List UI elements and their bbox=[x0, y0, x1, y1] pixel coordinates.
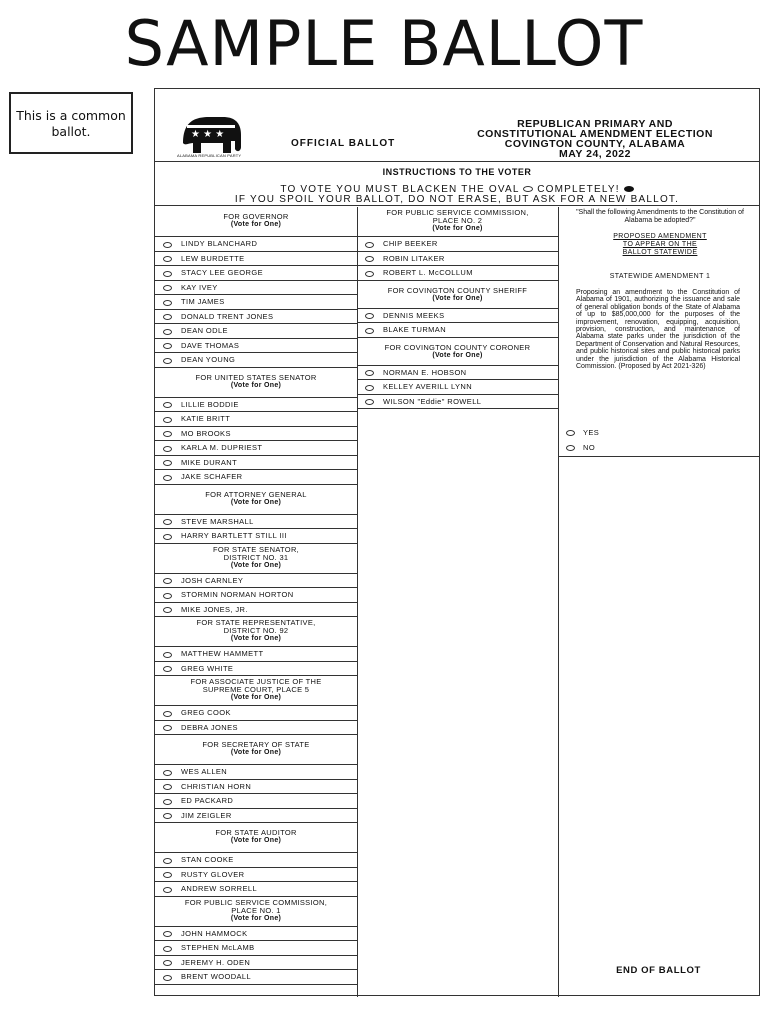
column-2 bbox=[357, 207, 559, 997]
candidate-name: GREG COOK bbox=[181, 708, 231, 717]
oval-icon[interactable] bbox=[163, 666, 172, 672]
office-heading: FOR STATE REPRESENTATIVE, DISTRICT NO. 92 (Vote for One) bbox=[155, 617, 357, 647]
oval-icon[interactable] bbox=[163, 242, 172, 248]
candidate-option[interactable] bbox=[155, 868, 357, 883]
oval-icon[interactable] bbox=[365, 385, 374, 391]
office-heading: FOR PUBLIC SERVICE COMMISSION, PLACE NO. 1 (Vote for One) bbox=[155, 897, 357, 927]
candidate-name: KATIE BRITT bbox=[181, 414, 231, 423]
oval-icon[interactable] bbox=[163, 770, 172, 776]
candidate-name: MIKE DURANT bbox=[181, 457, 238, 467]
candidate-option[interactable] bbox=[155, 574, 357, 589]
candidate-option[interactable] bbox=[155, 927, 357, 942]
candidate-name: RUSTY GLOVER bbox=[181, 869, 245, 879]
candidate-option[interactable] bbox=[155, 970, 357, 985]
candidate-option[interactable] bbox=[357, 323, 558, 338]
office-heading: FOR COVINGTON COUNTY SHERIFF (Vote for One) bbox=[357, 281, 558, 309]
candidate-name: KAY IVEY bbox=[181, 282, 218, 292]
oval-icon[interactable] bbox=[163, 402, 172, 408]
oval-icon[interactable] bbox=[365, 242, 374, 248]
candidate-option[interactable] bbox=[155, 588, 357, 603]
office-heading: FOR COVINGTON COUNTY CORONER (Vote for One) bbox=[357, 338, 558, 366]
candidate-name: WES ALLEN bbox=[181, 767, 228, 776]
oval-icon[interactable] bbox=[163, 300, 172, 306]
candidate-option[interactable] bbox=[155, 765, 357, 780]
office-heading: FOR SECRETARY OF STATE (Vote for One) bbox=[155, 735, 357, 765]
amendment-text: Proposing an amendment to the Constitution of Alabama of 1901, authorizing the issuance and sale of general obligation bonds of the State of Alabama of up to $85,000,000 for the purposes of the improvement, renovation, equipping, acquisition, provision, construction, and maintenance of Alabama state parks under the jurisdiction of the Department of Conservation and Natural Resources, and public historical sites and public historical parks under the jurisdiction of the Alabama Historical Commission. (Proposed by Act 2021-326) bbox=[576, 289, 740, 371]
amendment-title: PROPOSED AMENDMENT TO APPEAR ON THE BALLOT STATEWIDE bbox=[613, 233, 707, 256]
ballot bbox=[154, 88, 760, 996]
candidate-option[interactable] bbox=[155, 412, 357, 427]
candidate-option[interactable] bbox=[155, 529, 357, 544]
candidate-option[interactable] bbox=[155, 956, 357, 971]
candidate-option[interactable] bbox=[155, 281, 357, 296]
amendment-question: "Shall the following Amendments to the Constitution of Alabama be adopted?" bbox=[576, 209, 744, 224]
office-heading: FOR GOVERNOR (Vote for One) bbox=[155, 207, 357, 237]
end-of-ballot: END OF BALLOT bbox=[616, 965, 701, 976]
statewide-amendment-label: STATEWIDE AMENDMENT 1 bbox=[609, 273, 711, 280]
candidate-option[interactable] bbox=[155, 882, 357, 897]
candidate-option[interactable] bbox=[155, 470, 357, 485]
oval-icon[interactable] bbox=[163, 417, 172, 423]
candidate-option[interactable] bbox=[155, 310, 357, 325]
candidate-name: JEREMY H. ODEN bbox=[181, 957, 251, 967]
oval-icon[interactable] bbox=[163, 593, 172, 599]
oval-icon[interactable] bbox=[163, 358, 172, 364]
page-title: SAMPLE BALLOT bbox=[124, 7, 644, 80]
candidate-name: ROBERT L. McCOLLUM bbox=[383, 268, 473, 277]
candidate-name: JOSH CARNLEY bbox=[181, 575, 244, 585]
oval-icon[interactable] bbox=[365, 370, 374, 376]
candidate-option[interactable] bbox=[357, 309, 558, 324]
oval-icon[interactable] bbox=[163, 784, 172, 790]
candidate-name: LILLIE BODDIE bbox=[181, 399, 239, 409]
candidate-name: STAN COOKE bbox=[181, 855, 234, 864]
note-box: This is a common ballot. bbox=[9, 92, 133, 154]
candidate-name: NORMAN E. HOBSON bbox=[383, 367, 467, 377]
oval-icon[interactable] bbox=[163, 931, 172, 937]
office-heading: FOR UNITED STATES SENATOR (Vote for One) bbox=[155, 368, 357, 398]
elephant-logo-icon bbox=[179, 113, 249, 157]
office-heading: FOR PUBLIC SERVICE COMMISSION, PLACE NO. 2 (Vote for One) bbox=[357, 207, 558, 237]
oval-icon[interactable] bbox=[163, 607, 172, 613]
candidate-option[interactable] bbox=[155, 515, 357, 530]
candidate-name: ED PACKARD bbox=[181, 796, 234, 805]
candidate-option[interactable] bbox=[155, 706, 357, 721]
candidate-option[interactable] bbox=[155, 603, 357, 618]
oval-icon[interactable] bbox=[163, 534, 172, 540]
candidate-name: DENNIS MEEKS bbox=[383, 310, 445, 320]
amendment-divider bbox=[558, 456, 759, 457]
oval-icon[interactable] bbox=[163, 256, 172, 262]
candidate-name: JAKE SCHAFER bbox=[181, 472, 243, 481]
oval-icon[interactable] bbox=[365, 256, 374, 262]
candidate-name: JOHN HAMMOCK bbox=[181, 928, 248, 938]
candidate-option[interactable] bbox=[155, 721, 357, 736]
candidate-option[interactable] bbox=[155, 237, 357, 252]
candidate-option[interactable] bbox=[155, 427, 357, 442]
candidate-name: KARLA M. DUPRIEST bbox=[181, 443, 263, 452]
oval-icon[interactable] bbox=[163, 446, 172, 452]
oval-icon[interactable] bbox=[365, 271, 374, 277]
election-title: REPUBLICAN PRIMARY AND CONSTITUTIONAL AMENDMENT ELECTION COVINGTON COUNTY, ALABAMA MAY 24, 2022 bbox=[477, 118, 713, 160]
office-heading: FOR STATE AUDITOR (Vote for One) bbox=[155, 823, 357, 853]
candidate-name: STEVE MARSHALL bbox=[181, 516, 254, 526]
official-ballot-label: OFFICIAL BALLOT bbox=[291, 138, 396, 149]
candidate-option[interactable] bbox=[155, 398, 357, 413]
candidate-name: STORMIN NORMAN HORTON bbox=[181, 590, 294, 599]
candidate-name: JIM ZEIGLER bbox=[181, 810, 232, 820]
oval-icon[interactable] bbox=[163, 799, 172, 805]
oval-icon[interactable] bbox=[163, 813, 172, 819]
candidate-option[interactable] bbox=[155, 295, 357, 310]
candidate-name: MO BROOKS bbox=[181, 428, 231, 438]
voter-instructions: INSTRUCTIONS TO THE VOTER TO VOTE YOU MUST BLACKEN THE OVAL COMPLETELY! IF YOU SPOIL YOUR BALLOT, DO NOT ERASE, BUT ASK FOR A NEW BALLOT. bbox=[155, 161, 759, 206]
oval-icon[interactable] bbox=[163, 314, 172, 320]
candidate-option[interactable] bbox=[357, 266, 558, 281]
candidate-name: ANDREW SORRELL bbox=[181, 884, 258, 893]
candidate-option[interactable] bbox=[155, 941, 357, 956]
filled-oval-icon bbox=[624, 186, 634, 192]
oval-icon[interactable] bbox=[566, 430, 575, 436]
candidate-option[interactable] bbox=[155, 252, 357, 267]
office-heading: FOR ASSOCIATE JUSTICE OF THE SUPREME COURT, PLACE 5 (Vote for One) bbox=[155, 676, 357, 706]
candidate-name: LEW BURDETTE bbox=[181, 253, 245, 263]
candidate-option[interactable] bbox=[357, 366, 558, 381]
candidate-option[interactable] bbox=[155, 266, 357, 281]
candidate-name: GREG WHITE bbox=[181, 663, 234, 673]
candidate-option[interactable] bbox=[155, 853, 357, 868]
candidate-name: TIM JAMES bbox=[181, 297, 225, 306]
column-3-amendment bbox=[558, 207, 759, 997]
ballot-header bbox=[155, 89, 759, 162]
candidate-name: DEAN YOUNG bbox=[181, 355, 236, 364]
logo-text: ALABAMA REPUBLICAN PARTY bbox=[177, 153, 242, 158]
oval-icon[interactable] bbox=[365, 313, 374, 319]
candidate-name: BRENT WOODALL bbox=[181, 972, 252, 981]
oval-icon[interactable] bbox=[163, 329, 172, 335]
oval-icon[interactable] bbox=[163, 475, 172, 481]
candidate-name: DAVE THOMAS bbox=[181, 340, 240, 350]
oval-icon[interactable] bbox=[163, 887, 172, 893]
candidate-name: KELLEY AVERILL LYNN bbox=[383, 382, 473, 391]
oval-icon[interactable] bbox=[163, 725, 172, 731]
column-1 bbox=[155, 207, 358, 997]
candidate-option[interactable] bbox=[155, 809, 357, 824]
candidate-name: MIKE JONES, JR. bbox=[181, 604, 248, 614]
candidate-option[interactable] bbox=[155, 324, 357, 339]
oval-icon[interactable] bbox=[163, 431, 172, 437]
svg-text:★ ★ ★: ★ ★ ★ bbox=[191, 129, 225, 140]
oval-icon[interactable] bbox=[163, 711, 172, 717]
oval-icon[interactable] bbox=[566, 445, 575, 451]
oval-icon[interactable] bbox=[163, 578, 172, 584]
candidate-option[interactable] bbox=[155, 647, 357, 662]
candidate-option[interactable] bbox=[357, 395, 558, 410]
oval-icon[interactable] bbox=[365, 328, 374, 334]
candidate-name: MATTHEW HAMMETT bbox=[181, 649, 264, 658]
candidate-name: ROBIN LITAKER bbox=[383, 253, 445, 263]
oval-icon[interactable] bbox=[163, 975, 172, 981]
oval-icon[interactable] bbox=[163, 652, 172, 658]
candidate-name: LINDY BLANCHARD bbox=[181, 239, 258, 248]
oval-icon[interactable] bbox=[163, 343, 172, 349]
candidate-option[interactable] bbox=[155, 662, 357, 677]
candidate-option[interactable] bbox=[155, 353, 357, 368]
candidate-name: STACY LEE GEORGE bbox=[181, 268, 263, 277]
oval-icon[interactable] bbox=[163, 285, 172, 291]
office-heading: FOR STATE SENATOR, DISTRICT NO. 31 (Vote for One) bbox=[155, 544, 357, 574]
oval-icon[interactable] bbox=[163, 271, 172, 277]
candidate-option[interactable] bbox=[357, 252, 558, 267]
candidate-option[interactable] bbox=[357, 380, 558, 395]
amendment-yes-option[interactable]: YES bbox=[566, 428, 599, 437]
oval-icon[interactable] bbox=[163, 460, 172, 466]
oval-icon[interactable] bbox=[163, 960, 172, 966]
candidate-name: BLAKE TURMAN bbox=[383, 325, 447, 334]
candidate-option[interactable] bbox=[155, 780, 357, 795]
candidate-option[interactable] bbox=[155, 441, 357, 456]
candidate-name: STEPHEN McLAMB bbox=[181, 943, 255, 952]
oval-icon[interactable] bbox=[163, 872, 172, 878]
candidate-option[interactable] bbox=[155, 456, 357, 471]
office-heading: FOR ATTORNEY GENERAL (Vote for One) bbox=[155, 485, 357, 515]
candidate-name: CHIP BEEKER bbox=[383, 239, 438, 248]
oval-icon[interactable] bbox=[163, 519, 172, 525]
candidate-option[interactable] bbox=[357, 237, 558, 252]
candidate-name: DEAN ODLE bbox=[181, 326, 228, 335]
candidate-name: HARRY BARTLETT STILL III bbox=[181, 531, 287, 540]
amendment-no-option[interactable]: NO bbox=[566, 443, 595, 452]
candidate-name: DONALD TRENT JONES bbox=[181, 311, 274, 321]
candidate-name: WILSON "Eddie" ROWELL bbox=[383, 396, 482, 406]
oval-icon[interactable] bbox=[365, 399, 374, 405]
oval-icon[interactable] bbox=[163, 858, 172, 864]
candidate-name: CHRISTIAN HORN bbox=[181, 781, 252, 791]
oval-icon[interactable] bbox=[163, 946, 172, 952]
empty-oval-icon bbox=[523, 186, 533, 192]
candidate-name: DEBRA JONES bbox=[181, 722, 238, 732]
candidate-option[interactable] bbox=[155, 339, 357, 354]
candidate-option[interactable] bbox=[155, 794, 357, 809]
